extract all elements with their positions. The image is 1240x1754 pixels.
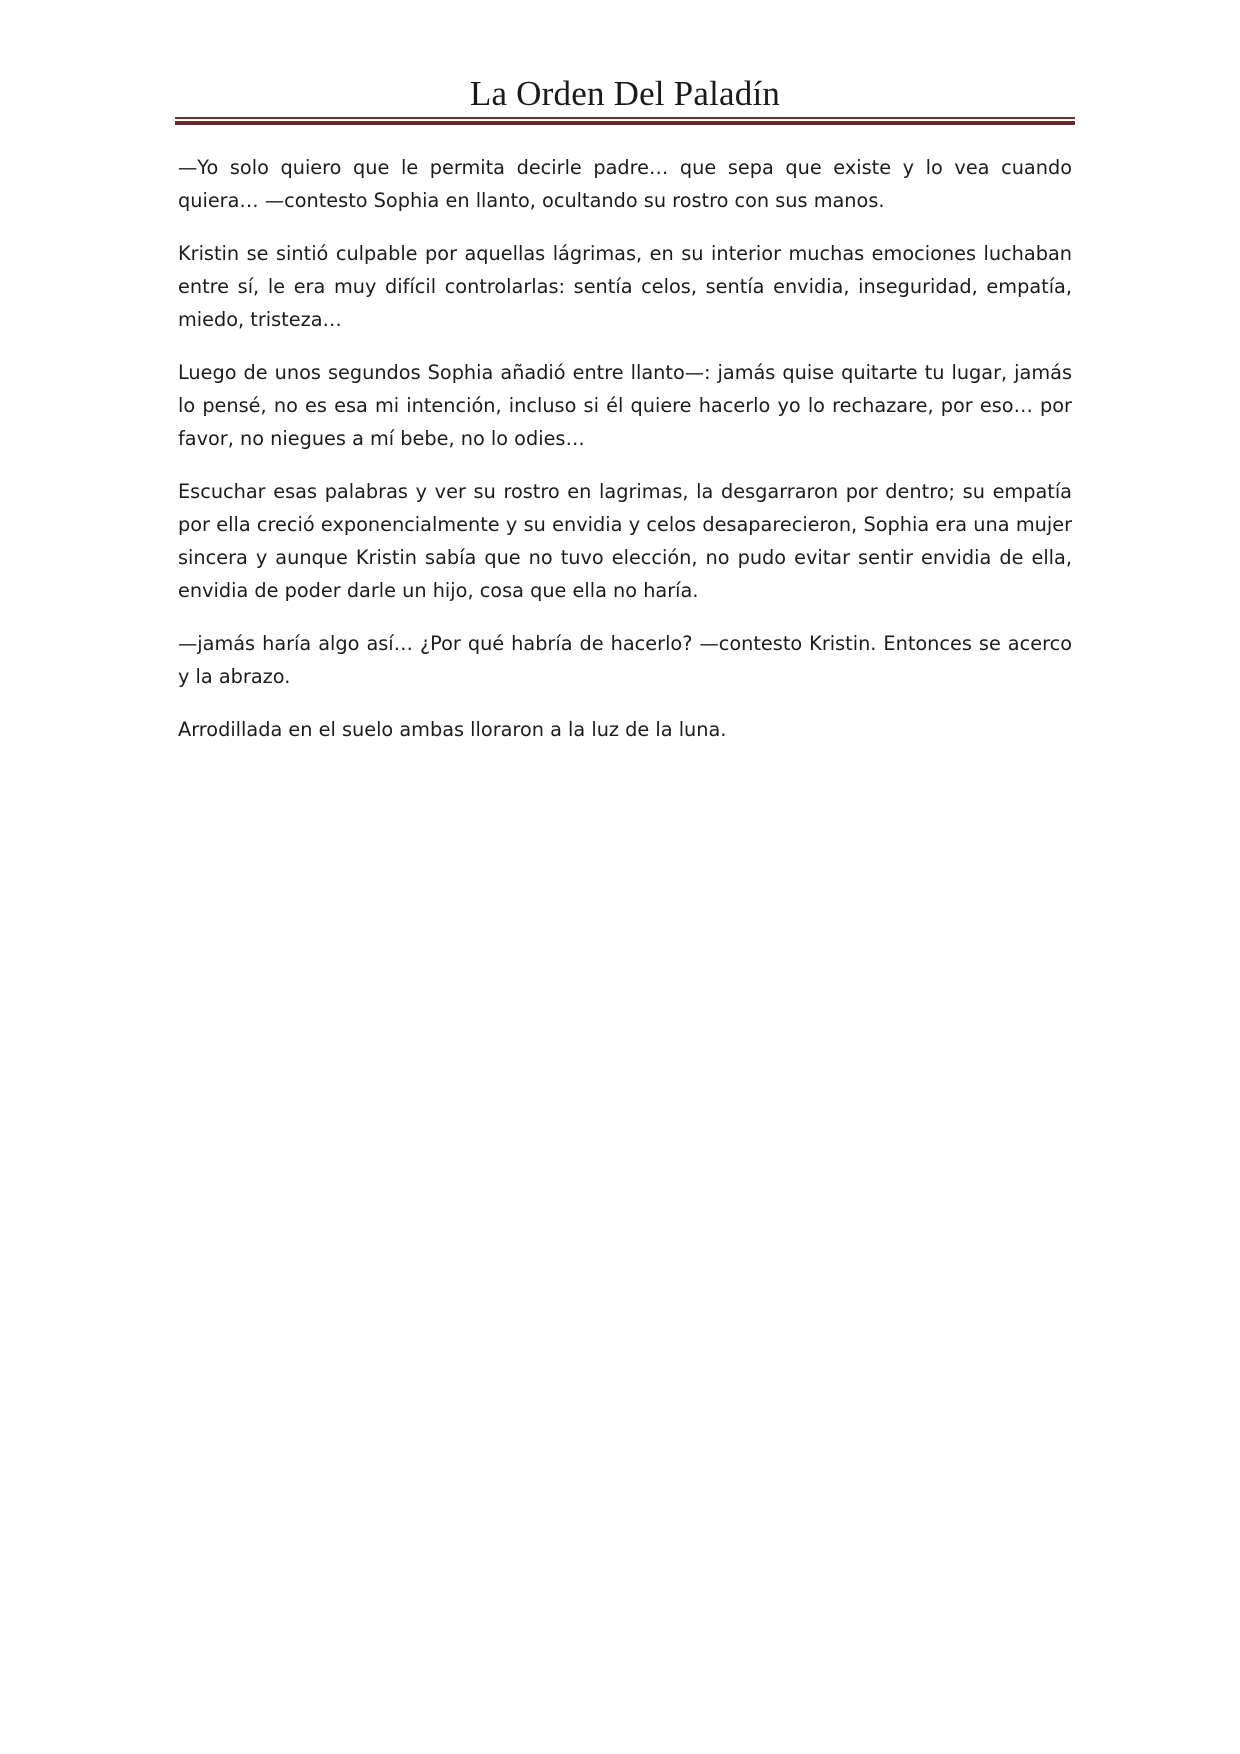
paragraph: Arrodillada en el suelo ambas lloraron a la luz de la luna. [178, 718, 727, 741]
body-text [178, 151, 1072, 766]
header-title: La Orden Del Paladín [469, 74, 781, 113]
header-rule [175, 117, 1075, 125]
paragraph: Luego de unos segundos Sophia añadió entre llanto—: jamás quise quitarte tu lugar, jamás lo pensé, no es esa mi intención, incluso si él quiere hacerlo yo lo rechazare, por eso… por favor, no niegues a mí bebe, no lo odies… [178, 361, 1072, 450]
paragraph: —jamás haría algo así… ¿Por qué habría de hacerlo? —contesto Kristin. Entonces se acerco y la abrazo. [178, 632, 1072, 688]
paragraph: Escuchar esas palabras y ver su rostro en lagrimas, la desgarraron por dentro; su empatía por ella creció exponencialmente y su envidia y celos desaparecieron, Sophia era una mujer sincera y aunque Kristin sabía que no tuvo elección, no pudo evitar sentir envidia de ella, envidia de poder darle un hijo, cosa que ella no haría. [178, 480, 1072, 602]
paragraph: Kristin se sintió culpable por aquellas lágrimas, en su interior muchas emociones luchaban entre sí, le era muy difícil controlarlas: sentía celos, sentía envidia, inseguridad, empatía, miedo, tristeza… [178, 242, 1072, 331]
header-rule-thick [175, 121, 1075, 125]
page-header [175, 72, 1075, 116]
paragraph: —Yo solo quiero que le permita decirle padre… que sepa que existe y lo vea cuando quiera… —contesto Sophia en llanto, ocultando su rostro con sus manos. [178, 156, 1072, 212]
